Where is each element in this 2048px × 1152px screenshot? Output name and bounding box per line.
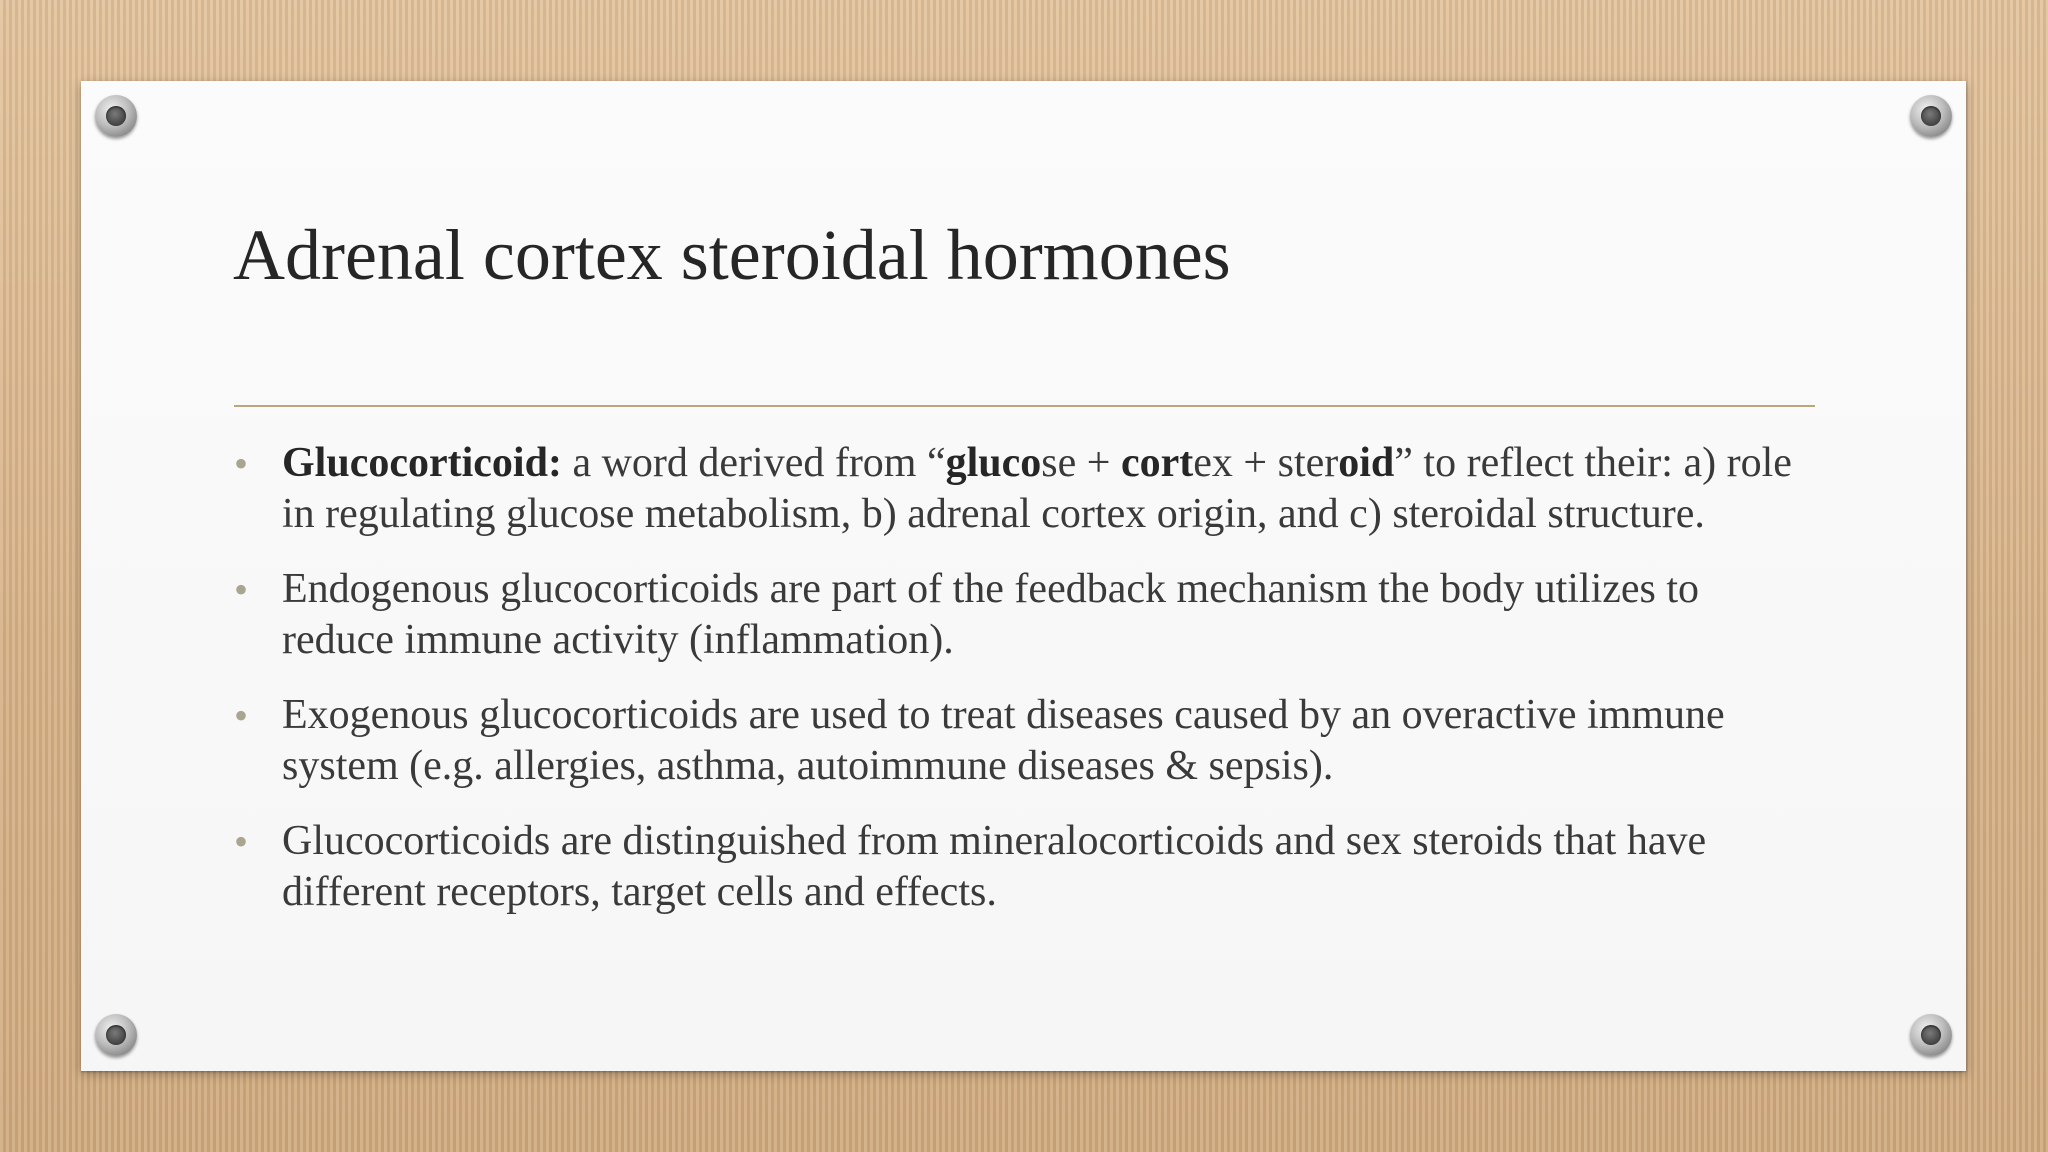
definition-text: ” to reflect their: a) role in regulating glucose metabolism, b) adrenal cortex origin, and c) steroidal structure. [282,440,1792,537]
grommet-icon [1910,1014,1952,1056]
etymology-text: ex + ster [1193,440,1339,486]
etymology-cort: cort [1120,440,1194,486]
bullet-dot-icon: • [234,693,249,738]
bullet-list [234,438,1814,942]
etymology-gluco: gluco [945,440,1042,486]
etymology-oid: oid [1338,440,1395,486]
bullet-dot-icon: • [234,567,249,612]
slide-title: Adrenal cortex steroidal hormones [233,215,1231,295]
title-divider [234,405,1815,407]
bullet-text: Endogenous glucocorticoids are part of the feedback mechanism the body utilizes to reduce immune activity (inflammation). [282,566,1700,663]
etymology-text: se + [1041,440,1121,486]
grommet-icon [1910,95,1952,137]
bullet-item-glucocorticoid-definition [234,438,1814,540]
bullet-text: Exogenous glucocorticoids are used to treat diseases caused by an overactive immune system (e.g. allergies, asthma, autoimmune diseases & sepsis). [282,692,1725,789]
bullet-dot-icon: • [234,819,249,864]
grommet-icon [95,95,137,137]
bullet-dot-icon: • [234,441,249,486]
grommet-icon [95,1014,137,1056]
bullet-item-exogenous [234,690,1814,792]
bullet-item-distinguished [234,816,1814,918]
definition-text: a word derived from “ [561,440,946,486]
term-glucocorticoid: Glucocorticoid: [282,440,562,486]
bullet-text: Glucocorticoids are distinguished from mineralocorticoids and sex steroids that have different receptors, target cells and effects. [282,818,1707,915]
bullet-item-endogenous [234,564,1814,666]
